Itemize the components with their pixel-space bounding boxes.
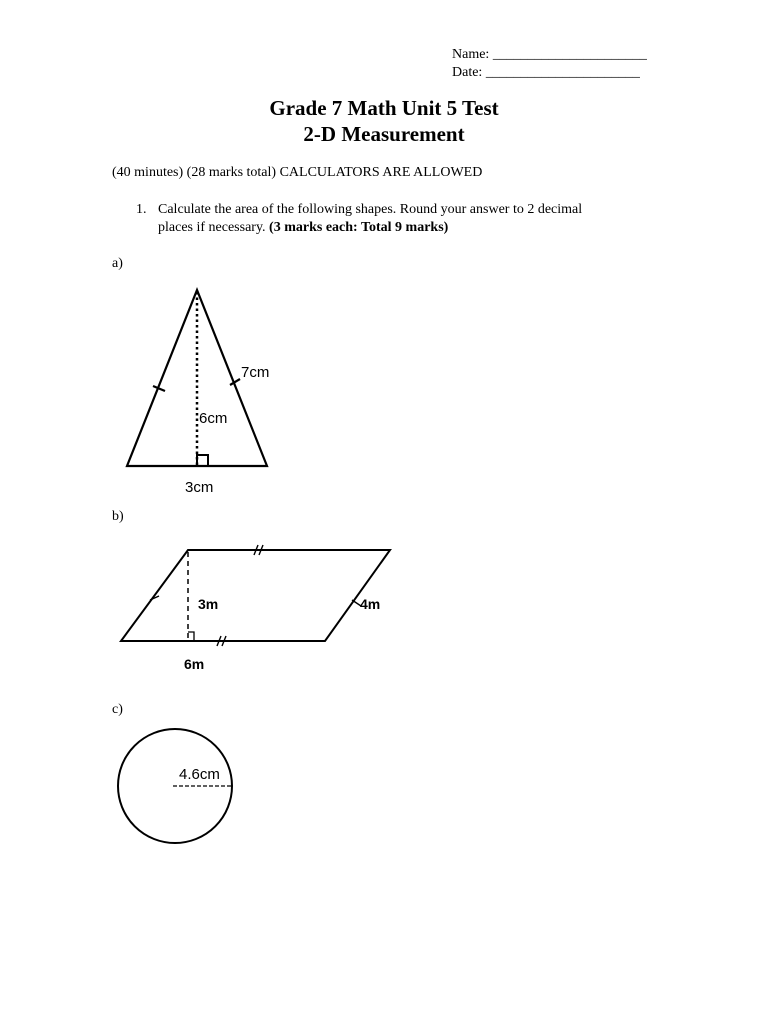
parallelogram-height-label: 3m [198,596,219,612]
circle-measure-label: 4.6cm [179,766,220,783]
parallelogram-base-label: 6m [184,656,205,672]
figure-b-label: b) [112,509,124,524]
triangle-base-label: 3cm [185,479,214,496]
date-label: Date: [452,65,483,80]
instructions: (40 minutes) (28 marks total) CALCULATORS ARE ALLOWED [112,165,483,180]
date-blank: ______________________ [485,65,640,80]
name-blank: ______________________ [492,47,647,62]
question-text-plain: places if necessary. [158,220,270,235]
triangle-height-label: 6cm [199,410,228,427]
parallelogram-side-label: 4m [360,596,381,612]
triangle-figure [127,290,269,496]
question-number: 1. [136,202,147,217]
right-angle-mark [197,455,208,466]
question-marks: (3 marks each: Total 9 marks) [269,220,449,235]
test-title: Grade 7 Math Unit 5 Test [269,96,499,120]
figure-a-label: a) [112,256,123,271]
figure-c-label: c) [112,702,123,717]
name-label: Name: [452,47,490,62]
test-subtitle: 2-D Measurement [303,122,465,146]
triangle-side-label: 7cm [241,364,270,381]
parallelogram-shape [121,550,390,641]
circle-figure [118,729,232,843]
parallelogram-right-angle-mark [188,632,194,640]
question-text-line1: Calculate the area of the following shapes. Round your answer to 2 decimal [158,202,583,217]
parallelogram-figure [121,545,390,672]
